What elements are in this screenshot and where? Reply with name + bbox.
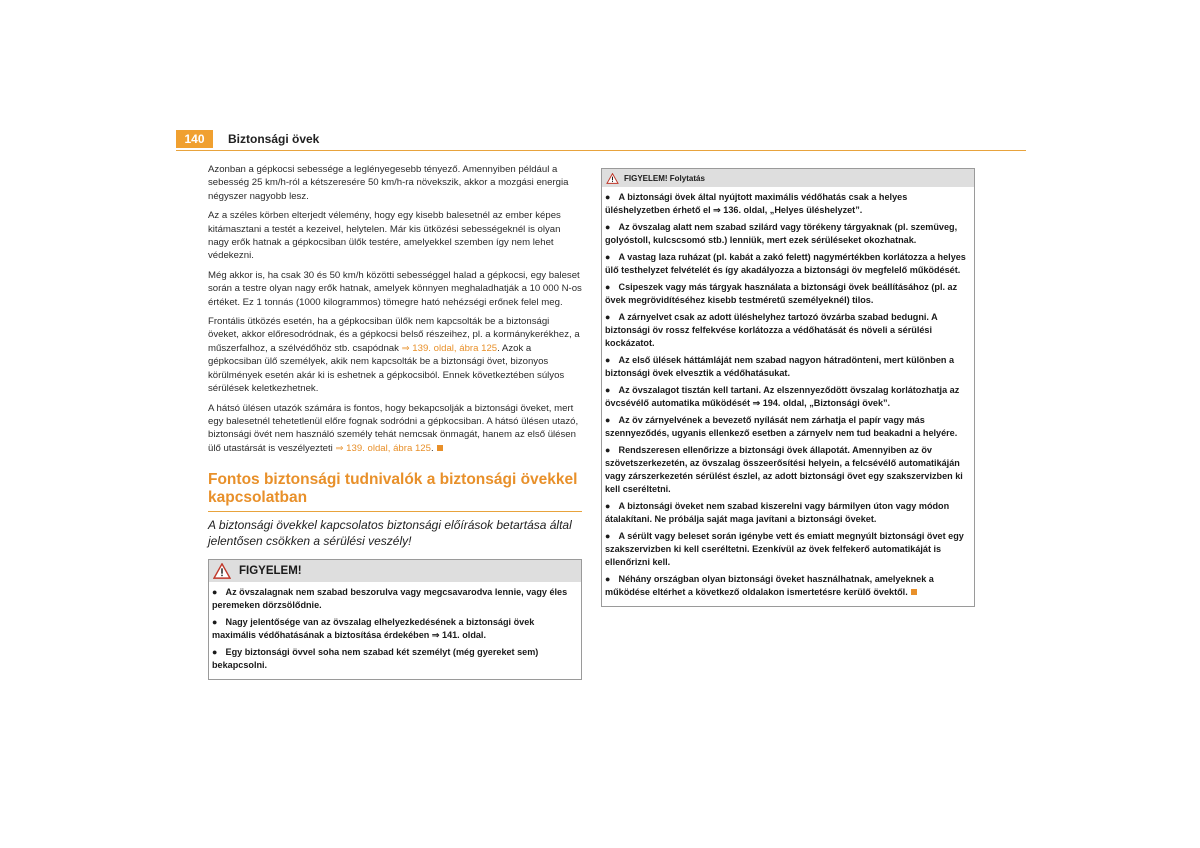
warning-title: FIGYELEM! Folytatás: [624, 173, 705, 183]
left-column: [208, 163, 582, 680]
bullet-dot-icon: ●: [605, 531, 611, 541]
warning-item: [605, 444, 971, 496]
section-title: Fontos biztonsági tudnivalók a biztonsági övekkel kapcsolatban: [208, 471, 582, 512]
paragraph-5-text-b: .: [430, 442, 434, 454]
bullet-dot-icon: ●: [605, 192, 611, 202]
warning-item-text: A zárnyelvet csak az adott üléshelyhez tartozó övzárba szabad bedugni. A biztonsági öv rossz felfekvése korlátozza a védőhatását és növeli a sérülési kockázatot.: [605, 312, 938, 348]
bullet-dot-icon: ●: [605, 312, 611, 322]
warning-item: [212, 646, 578, 672]
warning-title: FIGYELEM!: [239, 565, 302, 578]
paragraph-4: [208, 315, 582, 395]
warning-item: [605, 384, 971, 410]
bullet-dot-icon: ●: [605, 415, 611, 425]
bullet-dot-icon: ●: [605, 445, 611, 455]
bullet-dot-icon: ●: [605, 385, 611, 395]
section-subtitle: A biztonsági övekkel kapcsolatos biztonsági előírások betartása által jelentősen csökken a sérülési veszély!: [208, 518, 572, 549]
warning-item: [605, 500, 971, 526]
warning-item-text: A sérült vagy beleset során igénybe vett és emiatt megnyúlt biztonsági övet egy szakszervizben ki kell cseréltetni. Ezenkívül az övek felfekerő automatikáját is ellenőrizni kell.: [605, 531, 964, 567]
bullet-dot-icon: ●: [212, 647, 218, 658]
end-square-icon: [911, 589, 917, 595]
warning-item: [605, 221, 971, 247]
warning-item: [605, 530, 971, 569]
bullet-dot-icon: ●: [605, 574, 611, 584]
warning-item-text: A vastag laza ruházat (pl. kabát a zakó felett) nagymértékben korlátozza a helyes ülő testhelyzet felvételét és így akadályozza a biztonsági öv megfelelő működését.: [605, 252, 966, 275]
warning-triangle-icon: [213, 563, 231, 579]
warning-item: [605, 191, 971, 217]
bullet-dot-icon: ●: [212, 617, 218, 628]
page-number: 140: [176, 130, 213, 148]
warning-body: [209, 582, 581, 679]
paragraph-1: Azonban a gépkocsi sebessége a leglényegesebb tényező. Amennyiben például a sebesség 25 km/h-ról a kétszeresére 50 km/h-ra növekszik, akkor a mozgási energia négyszer nagyobb lesz.: [208, 164, 569, 202]
warning-item: [605, 414, 971, 440]
bullet-dot-icon: ●: [212, 587, 218, 598]
warning-item-text: Csipeszek vagy más tárgyak használata a biztonsági övek beállításához (pl. az övek megrövidítéséhez kisebb testméretű személyeknél) tilos.: [605, 282, 958, 305]
end-square-icon: [437, 445, 443, 451]
warning-item: [605, 251, 971, 277]
bullet-dot-icon: ●: [605, 355, 611, 365]
bullet-dot-icon: ●: [605, 222, 611, 232]
paragraph-2: Az a széles körben elterjedt vélemény, hogy egy kisebb balesetnél az ember képes kitámasztani a testét a kezeivel, helytelen. Már kis ütközési sebességeknél is olyan nagy erők hatnak a gépkocsiban ülők testére, amelyekkel szemben így nem lehet védekezni.: [208, 210, 561, 262]
page-header: [176, 128, 1026, 151]
bullet-dot-icon: ●: [605, 282, 611, 292]
bullet-dot-icon: ●: [605, 501, 611, 511]
warning-item: [605, 354, 971, 380]
warning-body: [602, 187, 974, 606]
warning-item: [605, 281, 971, 307]
warning-header: [602, 169, 974, 187]
paragraph-5-text-a: A hátsó ülésen utazók számára is fontos, hogy bekapcsolják a biztonsági öveket, mert egy balesetnél tehetetlenül előre fognak sodródni a gépkocsiban. A hátsó ülésen utazó, biztonsági övét nem használó személy tehát nemcsak önmagát, hanem az első ülésen ülő utastársát is veszélyezteti: [208, 402, 579, 454]
figure-reference-link[interactable]: ⇒ 139. oldal, ábra 125: [335, 442, 431, 454]
warning-item-text: Az övszalagnak nem szabad beszorulva vagy megcsavarodva lennie, vagy éles peremeken dörzsölődnie.: [212, 587, 568, 611]
warning-item-text: Az övszalagot tisztán kell tartani. Az elszennyeződött övszalag korlátozhatja az övcsévélő automatika működését ⇒ 194. oldal, „Biztonsági övek”.: [605, 385, 960, 408]
chapter-title: Biztonsági övek: [228, 132, 320, 146]
warning-item-text: A biztonsági övek által nyújtott maximális védőhatás csak a helyes üléshelyzetben érhető el ⇒ 136. oldal, „Helyes üléshelyzet”.: [605, 192, 908, 215]
warning-item: [212, 586, 578, 612]
warning-header: [209, 560, 581, 582]
warning-item-text: Az övszalag alatt nem szabad szilárd vagy törékeny tárgyaknak (pl. szemüveg, golyóstoll, kulcscsomó stb.) lenniük, mert ezek sérüléseket okozhatnak.: [605, 222, 958, 245]
warning-box-continued: [601, 168, 975, 607]
paragraph-5: [208, 402, 582, 456]
bullet-dot-icon: ●: [605, 252, 611, 262]
warning-triangle-icon: [606, 173, 619, 184]
paragraph-3: Még akkor is, ha csak 30 és 50 km/h közötti sebességgel halad a gépkocsi, egy baleset során a testre olyan nagy erők hatnak, amelyek könnyen meghaladhatják a 10 000 N-os értéket. Ez 1 tonnás (1000 kilogrammos) tömegre ható nehézségi erőnek felel meg.: [208, 269, 582, 308]
warning-item-text: Néhány országban olyan biztonsági öveket használhatnak, amelyeknek a működése eltérhet a következő oldalakon ismertetésre kerülő övektől.: [605, 574, 934, 597]
warning-item-text: Az öv zárnyelvének a bevezető nyílását nem zárhatja el papír vagy más szennyeződés, ugyanis ellenkező esetben a zárnyelv nem tud beakadni a helyére.: [605, 415, 958, 438]
warning-item-text: Rendszeresen ellenőrizze a biztonsági övek állapotát. Amennyiben az öv szövetszerkezetén, az övszalag összeerősítési helyein, a felcsévélő automatikáján vagy zárszerkezetén sérülést észlel, az adott biztonsági övet egy szakszervizben ki kell cseréltetni.: [605, 445, 963, 494]
warning-item-text: Nagy jelentősége van az övszalag elhelyezkedésének a biztonsági övek maximális védőhatásának a biztosítása érdekében ⇒ 141. oldal.: [212, 617, 535, 641]
right-column: [601, 168, 975, 607]
warning-item: [212, 616, 578, 642]
paragraph-4-text-a: Frontális ütközés esetén, ha a gépkocsiban ülők nem kapcsolták be a biztonsági öveket, akkor előresodródnak, és a gépkocsi belső részeihez, pl. a kormánykerékhez, a műszerfalhoz, a szélvédőhöz stb. csapódnak: [208, 316, 580, 354]
warning-item: [605, 311, 971, 350]
warning-item-text: Egy biztonsági övvel soha nem szabad két személyt (még gyereket sem) bekapcsolni.: [212, 647, 539, 671]
paragraph-4-text-b: . Azok a gépkocsiban ülő személyek, akik nem kapcsolták be a biztonsági övet, bizonyos körülmények esetén akár ki is eshetnek a gépkocsiból. Ennek következtében súlyos sérülések keletkezhetnek.: [208, 342, 565, 395]
figure-reference-link[interactable]: ⇒ 139. oldal, ábra 125: [401, 342, 498, 354]
warning-item-text: Az első ülések háttámláját nem szabad nagyon hátradönteni, mert különben a biztonsági övek elvesztik a védőhatásukat.: [605, 355, 955, 378]
warning-item-text: A biztonsági öveket nem szabad kiszerelni vagy bármilyen úton vagy módon átalakítani. Ne próbálja saját maga javítani a biztonsági öveket.: [605, 501, 950, 524]
warning-item: [605, 573, 971, 599]
warning-box: [208, 559, 582, 680]
